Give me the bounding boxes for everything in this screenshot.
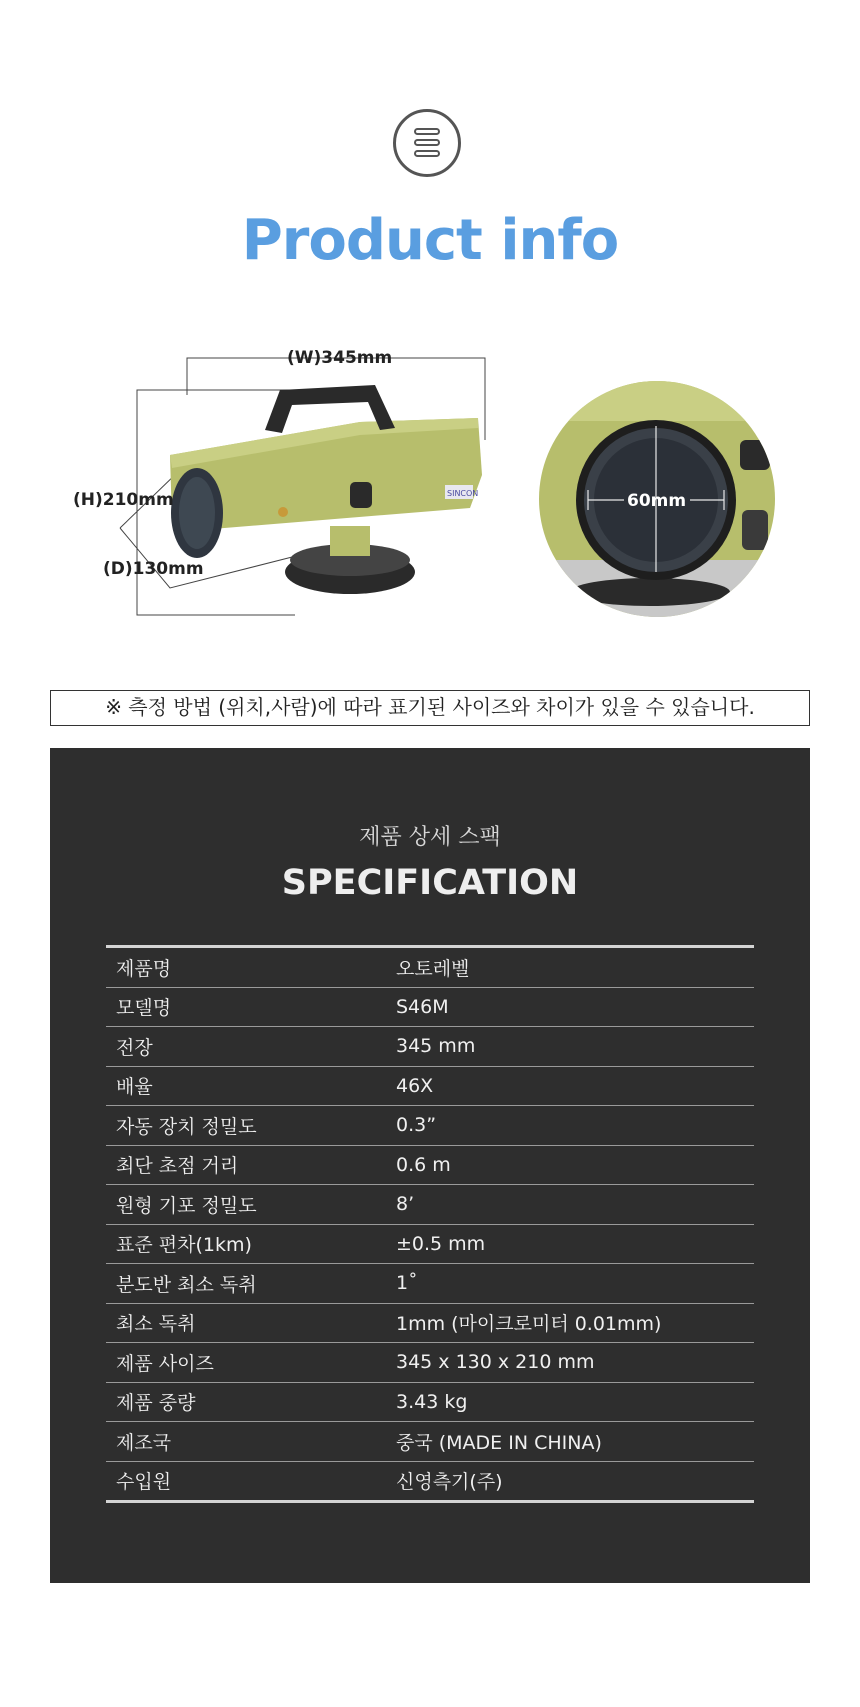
menu-line	[414, 128, 440, 135]
spec-value: 중국 (MADE IN CHINA)	[396, 1431, 602, 1454]
spec-subtitle: 제품 상세 스팩	[359, 825, 501, 850]
height-dimension-label: (H)210mm	[73, 490, 174, 510]
spec-row	[106, 1027, 754, 1067]
lens-dimension-label: 60mm	[627, 491, 687, 511]
spec-value: 1mm (마이크로미터 0.01mm)	[396, 1313, 662, 1336]
page-title: Product info	[241, 208, 619, 273]
spec-key: 제품 중량	[116, 1392, 196, 1415]
spec-key: 제품명	[116, 957, 172, 980]
spec-key: 수입원	[116, 1471, 172, 1494]
spec-value: S46M	[396, 995, 449, 1018]
spec-row	[106, 1383, 754, 1423]
spec-value: 0.3”	[396, 1114, 437, 1137]
level-body	[170, 385, 482, 594]
spec-value: 0.6 m	[396, 1153, 451, 1176]
spec-value: 1˚	[396, 1272, 418, 1295]
menu-line	[414, 139, 440, 146]
spec-key: 자동 장치 정밀도	[116, 1115, 257, 1138]
specification-panel	[50, 748, 810, 1583]
depth-dimension-label: (D)130mm	[103, 559, 204, 579]
measurement-notice: ※ 측정 방법 (위치,사람)에 따라 표기된 사이즈와 차이가 있을 수 있습니다.	[50, 690, 810, 726]
spec-key: 분도반 최소 독취	[116, 1273, 257, 1296]
spec-key: 표준 편차(1km)	[116, 1234, 252, 1257]
menu-line	[414, 150, 440, 157]
width-dimension-label: (W)345mm	[287, 348, 393, 368]
spec-row	[106, 1264, 754, 1304]
spec-title: SPECIFICATION	[281, 863, 579, 903]
spec-value: ±0.5 mm	[396, 1232, 486, 1255]
spec-row	[106, 1067, 754, 1107]
spec-table	[106, 945, 754, 1503]
spec-value: 345 x 130 x 210 mm	[396, 1351, 595, 1374]
spec-row	[106, 948, 754, 988]
spec-key: 원형 기포 정밀도	[116, 1194, 257, 1217]
spec-row	[106, 1146, 754, 1186]
spec-row	[106, 1462, 754, 1501]
menu-lines-icon	[393, 109, 461, 177]
svg-text:SINCON: SINCON	[447, 489, 479, 498]
spec-key: 제품 사이즈	[116, 1352, 214, 1375]
spec-row	[106, 1106, 754, 1146]
spec-row	[106, 1343, 754, 1383]
spec-key: 배율	[116, 1076, 153, 1099]
spec-key: 전장	[116, 1036, 153, 1059]
spec-row	[106, 1225, 754, 1265]
spec-row	[106, 1422, 754, 1462]
spec-key: 모델명	[116, 997, 172, 1020]
spec-key: 제조국	[116, 1431, 172, 1454]
spec-value: 345 mm	[396, 1035, 476, 1058]
spec-value: 46X	[396, 1074, 434, 1097]
auto-level-illustration	[0, 330, 860, 630]
spec-key: 최단 초점 거리	[116, 1155, 239, 1178]
spec-row	[106, 988, 754, 1028]
spec-row	[106, 1304, 754, 1344]
spec-value: 8’	[396, 1193, 415, 1216]
spec-value: 신영측기(주)	[396, 1471, 503, 1494]
spec-value: 오토레벨	[396, 957, 470, 980]
spec-value: 3.43 kg	[396, 1390, 468, 1413]
spec-row	[106, 1185, 754, 1225]
spec-key: 최소 독취	[116, 1313, 196, 1336]
product-figure	[0, 330, 860, 630]
